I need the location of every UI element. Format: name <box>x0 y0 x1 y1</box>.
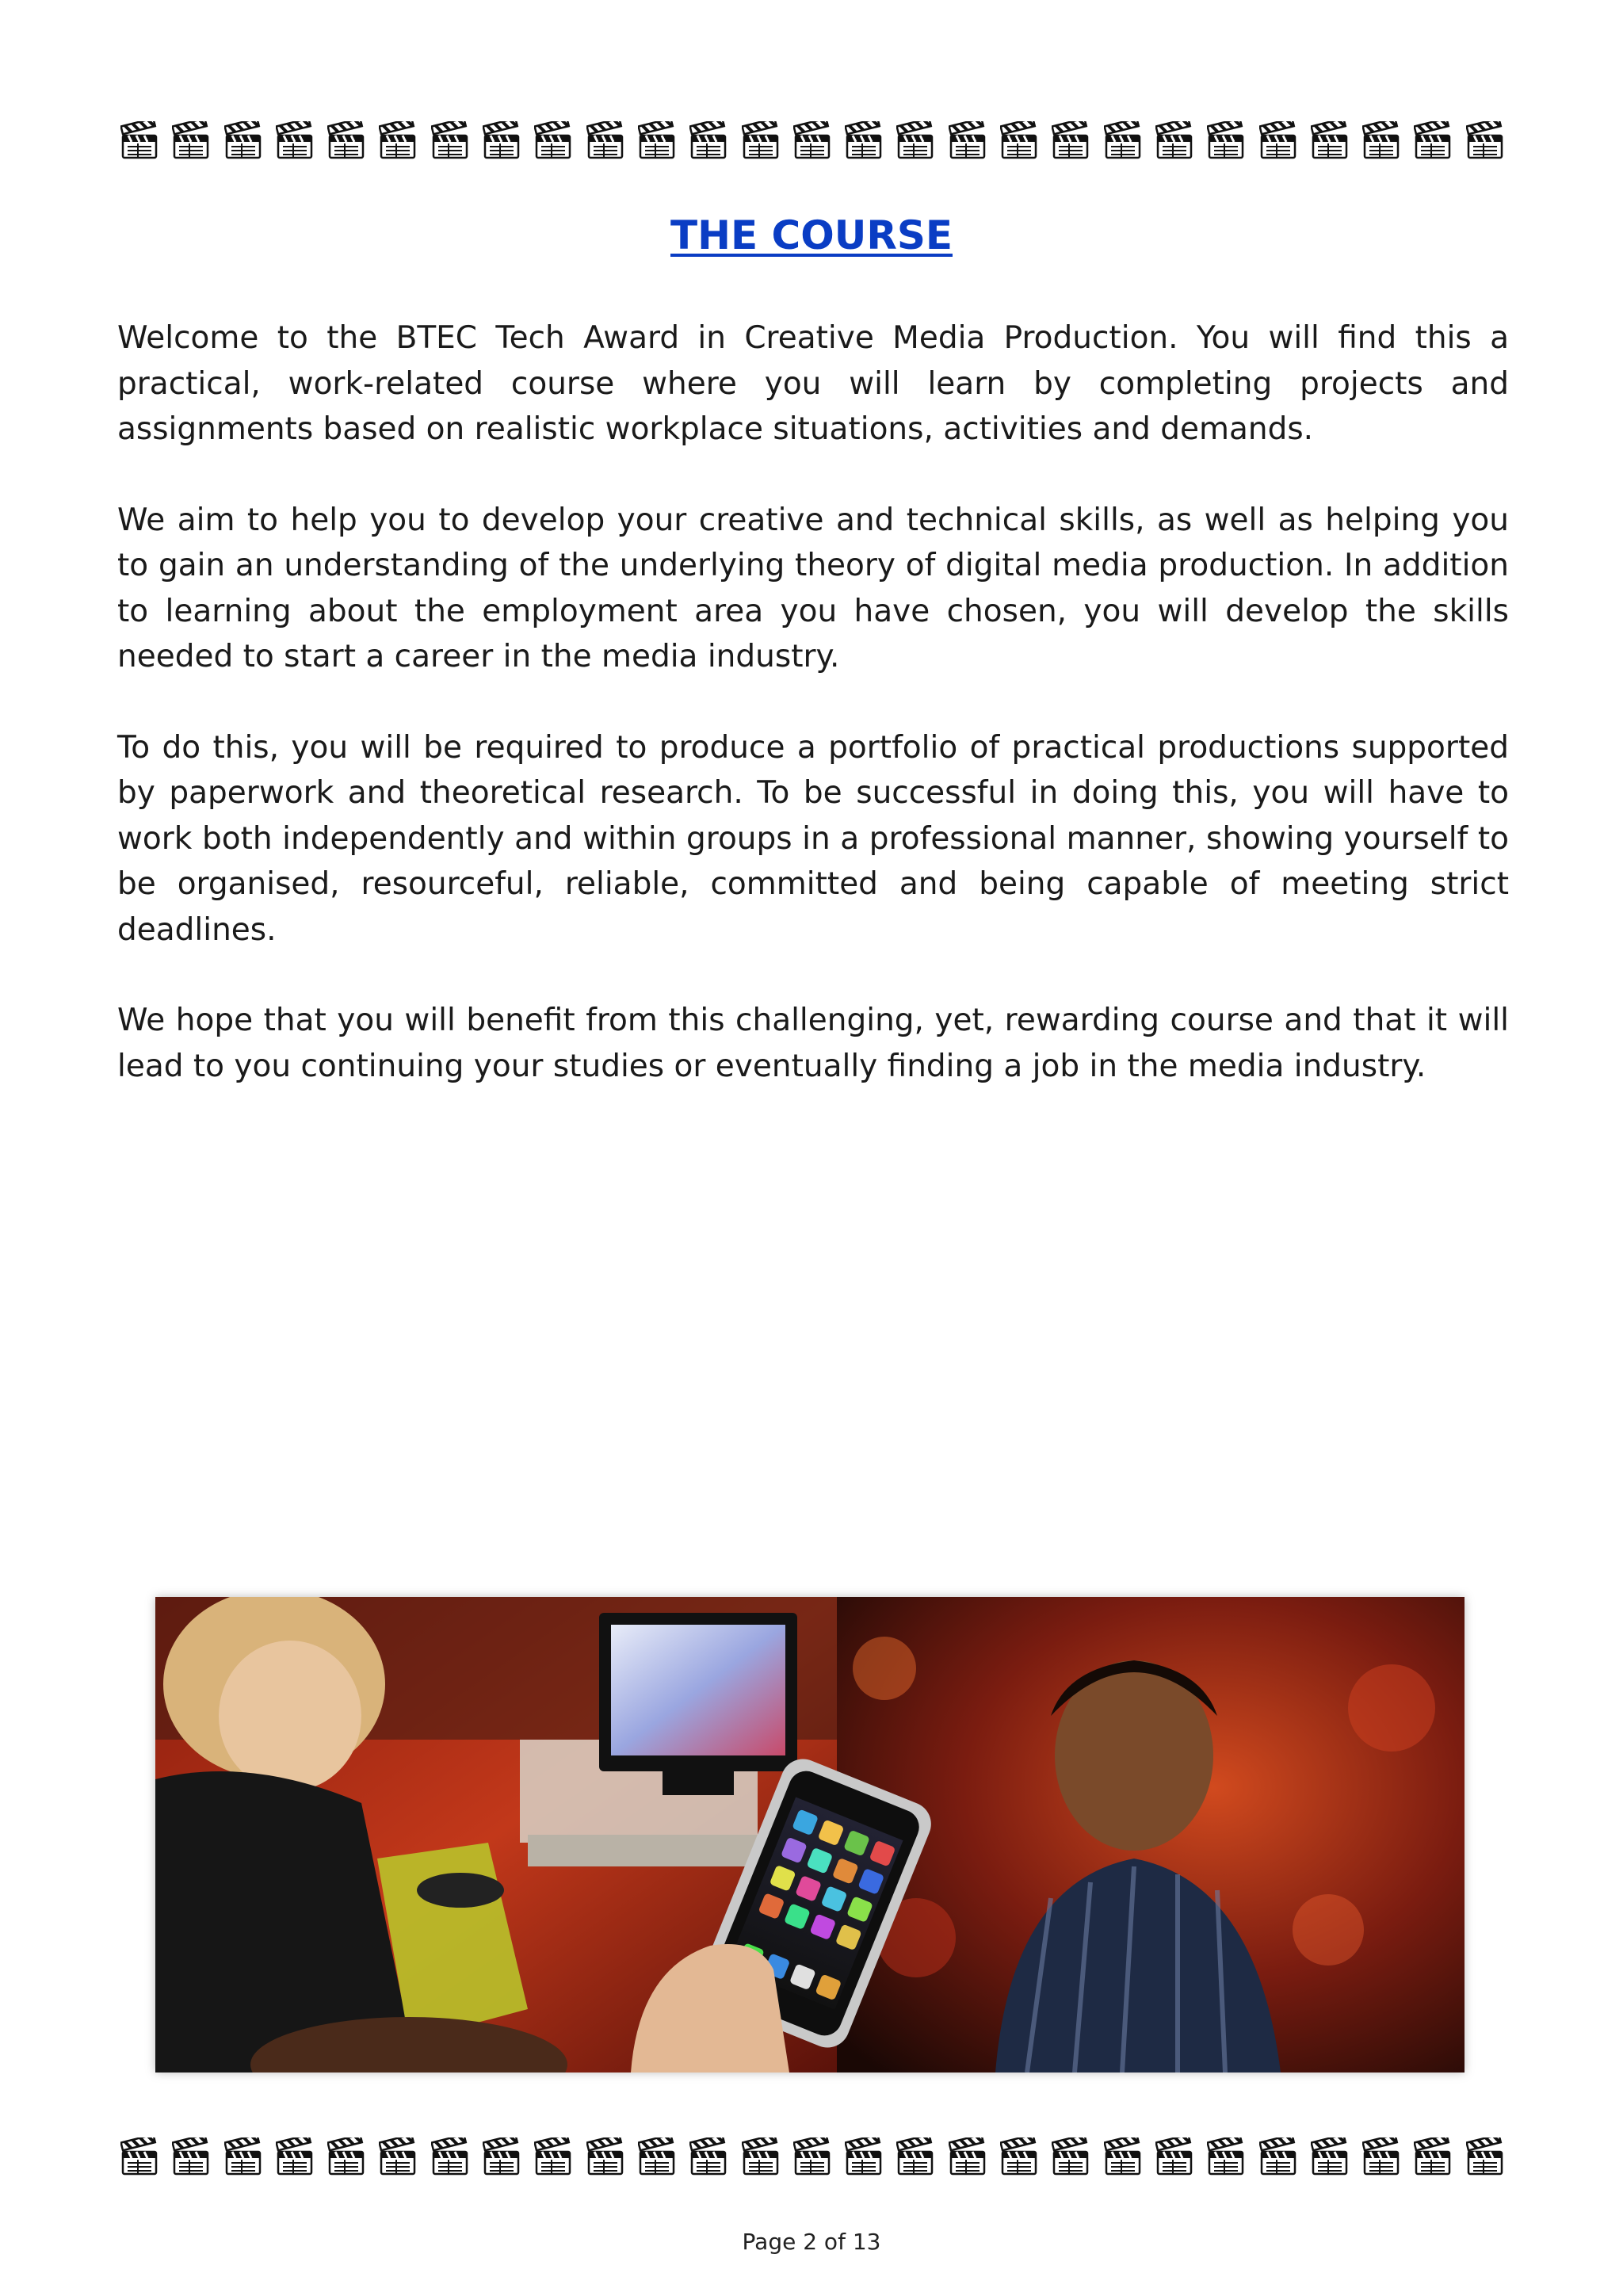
clapperboard-icon <box>1052 2137 1090 2177</box>
clapperboard-icon <box>1207 121 1245 161</box>
clapperboard-icon <box>1207 2137 1245 2177</box>
clapperboard-icon <box>689 121 727 161</box>
clapperboard-icon <box>431 2137 469 2177</box>
clapperboard-icon <box>1052 121 1090 161</box>
clapperboard-border-bottom <box>120 2134 1504 2181</box>
clapperboard-icon <box>327 121 365 161</box>
clapperboard-icon <box>172 121 210 161</box>
clapperboard-icon <box>896 2137 934 2177</box>
clapperboard-icon <box>689 2137 727 2177</box>
clapperboard-icon <box>327 2137 365 2177</box>
clapperboard-icon <box>120 121 158 161</box>
clapperboard-icon <box>1104 121 1142 161</box>
clapperboard-icon <box>586 121 624 161</box>
clapperboard-icon <box>1259 2137 1297 2177</box>
clapperboard-icon <box>483 121 521 161</box>
clapperboard-icon <box>845 2137 883 2177</box>
clapperboard-icon <box>638 2137 676 2177</box>
clapperboard-icon <box>483 2137 521 2177</box>
page-number: Page 2 of 13 <box>742 2229 881 2255</box>
clapperboard-icon <box>742 121 780 161</box>
clapperboard-icon <box>276 121 314 161</box>
page-title: THE COURSE <box>670 212 953 258</box>
clapperboard-icon <box>1414 121 1452 161</box>
clapperboard-icon <box>896 121 934 161</box>
clapperboard-icon <box>1104 2137 1142 2177</box>
clapperboard-icon <box>379 121 417 161</box>
clapperboard-icon <box>793 121 831 161</box>
clapperboard-icon <box>1466 2137 1504 2177</box>
clapperboard-icon <box>742 2137 780 2177</box>
clapperboard-icon <box>224 121 262 161</box>
clapperboard-icon <box>224 2137 262 2177</box>
clapperboard-icon <box>379 2137 417 2177</box>
paragraph-requirements: To do this, you will be required to produce a portfolio of practical productions supported by paperwork and theoretical research. To be successful in doing this, you will have to work both independently and within groups in a professional manner, showing yourself to be organised, resourceful, reliable, committed and being capable of meeting strict deadlines. <box>117 729 1509 948</box>
clapperboard-icon <box>120 2137 158 2177</box>
clapperboard-icon <box>276 2137 314 2177</box>
clapperboard-icon <box>1311 2137 1349 2177</box>
clapperboard-icon <box>534 2137 572 2177</box>
clapperboard-icon <box>1155 2137 1193 2177</box>
clapperboard-icon <box>1311 121 1349 161</box>
clapperboard-icon <box>1155 121 1193 161</box>
clapperboard-icon <box>793 2137 831 2177</box>
clapperboard-icon <box>845 121 883 161</box>
paragraph-aims: We aim to help you to develop your creative and technical skills, as well as helping you to gain an understanding of the underlying theory of digital media production. In addition to learning about the employment area you have chosen, you will develop the skills needed to start a career in the media industry. <box>117 502 1509 674</box>
clapperboard-icon <box>949 121 987 161</box>
clapperboard-icon <box>949 2137 987 2177</box>
clapperboard-icon <box>431 121 469 161</box>
clapperboard-icon <box>638 121 676 161</box>
clapperboard-icon <box>1000 2137 1038 2177</box>
clapperboard-icon <box>534 121 572 161</box>
clapperboard-icon <box>1466 121 1504 161</box>
clapperboard-icon <box>1362 121 1400 161</box>
paragraph-welcome: Welcome to the BTEC Tech Award in Creative Media Production. You will find this a practical, work-related course where you will learn by completing projects and assignments based on realistic workplace situations, activities and demands. <box>117 320 1509 447</box>
paragraph-hope: We hope that you will benefit from this challenging, yet, rewarding course and that it will lead to you continuing your studies or eventually finding a job in the media industry. <box>117 1003 1509 1084</box>
clapperboard-border-top <box>120 117 1504 165</box>
clapperboard-icon <box>172 2137 210 2177</box>
clapperboard-icon <box>1362 2137 1400 2177</box>
clapperboard-icon <box>1000 121 1038 161</box>
clapperboard-icon <box>586 2137 624 2177</box>
body-text <box>117 315 1509 1134</box>
clapperboard-icon <box>1414 2137 1452 2177</box>
media-collage-image <box>155 1597 1465 2073</box>
clapperboard-icon <box>1259 121 1297 161</box>
